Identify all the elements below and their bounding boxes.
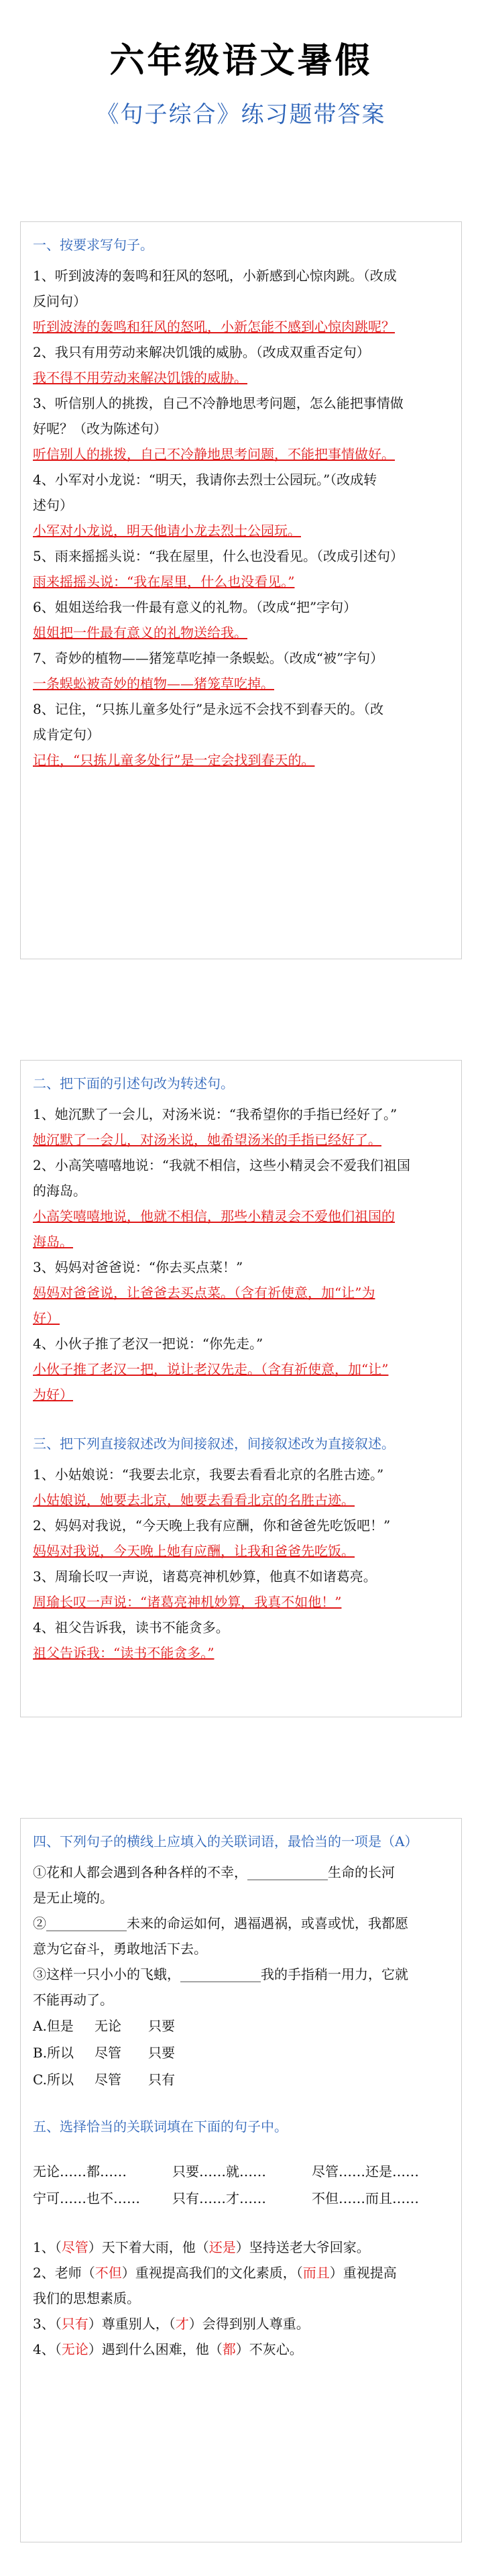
question-line: 4、小伙子推了老汉一把说：“你先走。” — [33, 1336, 263, 1352]
question-line: 1、她沉默了一会儿，对汤米说：“我希望你的手指已经好了。” — [33, 1106, 398, 1122]
question-line: 好呢？（改为陈述句） — [33, 421, 167, 437]
page-subtitle: 《句子综合》练习题带答案 — [96, 101, 386, 128]
option-word: 只要 — [148, 2018, 175, 2034]
fill-question-2-cont: 我们的思想素质。 — [33, 2290, 140, 2306]
question-line: ②____________未来的命运如何，遇福遇祸，或喜或忧，我都愿 — [33, 1915, 408, 1931]
question-line: 的海岛。 — [33, 1183, 86, 1199]
fill-question-4: 4、（无论）遇到什么困难，他（都）不灰心。 — [33, 2341, 303, 2357]
section-2-lines — [33, 1102, 449, 1407]
question-line: 1、听到波涛的轰鸣和狂风的怒吼，小新感到心惊肉跳。（改成 — [33, 268, 397, 284]
answer-word: 无论 — [61, 2341, 88, 2357]
question-line: 6、姐姐送给我一件最有意义的礼物。（改成“把”字句） — [33, 599, 357, 615]
conjunction-word: 无论……都…… — [33, 2163, 127, 2180]
section-title: 二、把下面的引述句改为转述句。 — [33, 1075, 234, 1091]
conjunction-word: 尽管……还是…… — [312, 2163, 419, 2180]
page-header — [0, 0, 482, 161]
option-word: B.所以 — [33, 2045, 74, 2061]
answer-word: 都 — [222, 2341, 236, 2357]
answer-line: 雨来摇摇头说：“我在屋里，什么也没看见。” — [33, 574, 295, 590]
question-line: ③这样一只小小的飞蛾，____________我的手指稍一用力，它就 — [33, 1966, 408, 1982]
conjunction-word: 不但……而且…… — [312, 2190, 419, 2206]
answer-line: 听信别人的挑拨，自己不冷静地思考问题，不能把事情做好。 — [33, 446, 395, 462]
answer-line: 记住，“只拣儿童多处行”是一定会找到春天的。 — [33, 752, 315, 768]
answer-line: 妈妈对我说，今天晚上她有应酬，让我和爸爸先吃饭。 — [33, 1543, 355, 1559]
answer-line: 她沉默了一会儿，对汤米说，她希望汤米的手指已经好了。 — [33, 1132, 381, 1148]
section-card-3 — [20, 1818, 462, 2542]
option-word: 尽管 — [95, 2045, 121, 2061]
answer-line: 小军对小龙说，明天他请小龙去烈士公园玩。 — [33, 523, 301, 539]
question-line: 3、妈妈对爸爸说：“你去买点菜！” — [33, 1259, 243, 1275]
conjunction-word: 只有……才…… — [172, 2190, 266, 2206]
question-line: 成肯定句） — [33, 727, 100, 743]
answer-line: 祖父告诉我：“读书不能贪多。” — [33, 1645, 215, 1661]
question-line: ①花和人都会遇到各种各样的不幸，____________生命的长河 — [33, 1864, 395, 1880]
question-line: 4、祖父告诉我，读书不能贪多。 — [33, 1619, 229, 1635]
option-word: C.所以 — [33, 2072, 74, 2088]
question-line: 3、周瑜长叹一声说，诸葛亮神机妙算，他真不如诸葛亮。 — [33, 1568, 377, 1585]
option-word: A.但是 — [33, 2018, 74, 2034]
question-line: 是无止境的。 — [33, 1890, 113, 1906]
question-line: 2、妈妈对我说，“今天晚上我有应酬，你和爸爸先吃饭吧！” — [33, 1517, 391, 1534]
section-4-lines — [33, 1860, 449, 2012]
question-line: 4、小军对小龙说：“明天，我请你去烈士公园玩。”（改成转 — [33, 472, 377, 488]
option-word: 只有 — [148, 2072, 175, 2088]
question-line: 述句） — [33, 497, 73, 513]
fill-question-2: 2、老师（不但）重视提高我们的文化素质，（而且）重视提高 — [33, 2265, 397, 2281]
fill-question-1: 1、（尽管）天下着大雨，他（还是）坚持送老大爷回家。 — [33, 2239, 370, 2255]
answer-word: 而且 — [302, 2265, 330, 2281]
answer-line: 周瑜长叹一声说：“诸葛亮神机妙算，我真不如他！” — [33, 1594, 342, 1610]
fill-question-3: 3、（只有）尊重别人，（才）会得到别人尊重。 — [33, 2316, 310, 2332]
question-line: 2、小高笑嘻嘻地说：“我就不相信，这些小精灵会不爱我们祖国 — [33, 1157, 410, 1173]
answer-line: 一条蜈蚣被奇妙的植物——猪笼草吃掉。 — [33, 676, 274, 692]
conjunction-words-row-2 — [33, 2185, 449, 2212]
answer-word: 才 — [175, 2316, 189, 2332]
answer-line: 为好） — [33, 1387, 73, 1403]
section-4-options — [33, 2012, 449, 2093]
question-line: 1、小姑娘说：“我要去北京，我要去看看北京的名胜古迹。” — [33, 1466, 384, 1483]
option-word: 只要 — [148, 2045, 175, 2061]
question-line: 8、记住，“只拣儿童多处行”是永远不会找不到春天的。（改 — [33, 701, 384, 717]
option-row — [33, 2012, 449, 2039]
section-title: 一、按要求写句子。 — [33, 237, 154, 253]
question-line: 反问句） — [33, 293, 86, 309]
answer-word: 尽管 — [61, 2239, 88, 2255]
answer-line: 听到波涛的轰鸣和狂风的怒吼，小新怎能不感到心惊肉跳呢？ — [33, 319, 395, 335]
question-line: 5、雨来摇摇头说：“我在屋里，什么也没看见。（改成引述句） — [33, 548, 404, 564]
question-line: 3、听信别人的挑拨，自己不冷静地思考问题，怎么能把事情做 — [33, 395, 404, 411]
section-3-lines — [33, 1462, 449, 1666]
answer-line: 妈妈对爸爸说，让爸爸去买点菜。（含有祈使意，加“让”为 — [33, 1285, 375, 1301]
section-title: 四、下列句子的横线上应填入的关联词语，最恰当的一项是（A） — [33, 1833, 418, 1849]
section-card-2 — [20, 1060, 462, 1717]
option-word: 尽管 — [95, 2072, 121, 2088]
section-title: 五、选择恰当的关联词填在下面的句子中。 — [33, 2118, 288, 2135]
section-1-lines — [33, 263, 449, 773]
answer-line: 海岛。 — [33, 1234, 73, 1250]
section-title: 三、把下列直接叙述改为间接叙述，间接叙述改为直接叙述。 — [33, 1436, 395, 1452]
question-line: 意为它奋斗，勇敢地活下去。 — [33, 1941, 207, 1957]
section-card-1 — [20, 221, 462, 959]
question-line: 不能再动了。 — [33, 1992, 113, 2008]
conjunction-word: 只要……就…… — [172, 2163, 266, 2180]
answer-word: 不但 — [95, 2265, 122, 2281]
answer-line: 小姑娘说，她要去北京，她要去看看北京的名胜古迹。 — [33, 1492, 355, 1508]
option-word: 无论 — [95, 2018, 121, 2034]
page-title: 六年级语文暑假 — [109, 40, 373, 81]
question-line: 2、我只有用劳动来解决饥饿的威胁。（改成双重否定句） — [33, 344, 370, 360]
answer-line: 好） — [33, 1310, 60, 1326]
answer-line: 姐姐把一件最有意义的礼物送给我。 — [33, 625, 247, 641]
answer-line: 小伙子推了老汉一把，说让老汉先走。（含有祈使意，加“让” — [33, 1361, 389, 1377]
conjunction-words-row-1 — [33, 2158, 449, 2185]
answer-word: 还是 — [208, 2239, 236, 2255]
question-line: 7、奇妙的植物——猪笼草吃掉一条蜈蚣。（改成“被”字句） — [33, 650, 384, 666]
answer-line: 我不得不用劳动来解决饥饿的威胁。 — [33, 370, 247, 386]
conjunction-word: 宁可……也不…… — [33, 2190, 140, 2206]
answer-line: 小高笑嘻嘻地说，他就不相信，那些小精灵会不爱他们祖国的 — [33, 1208, 395, 1224]
option-row — [33, 2066, 449, 2093]
option-row — [33, 2039, 449, 2066]
answer-word: 只有 — [61, 2316, 88, 2332]
